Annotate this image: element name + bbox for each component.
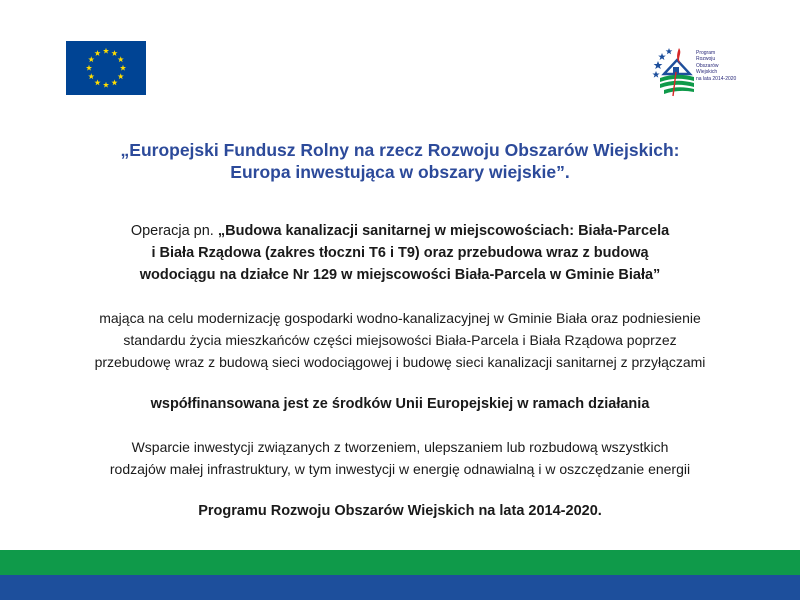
support-line-1: Wsparcie inwestycji związanych z tworzeniem, ulepszaniem lub rozbudową wszystkich xyxy=(131,439,669,455)
eu-star-icon xyxy=(86,65,92,71)
field-stripe-icon xyxy=(660,81,694,88)
star-icon xyxy=(652,71,659,78)
support-measure xyxy=(40,436,760,480)
operation-title xyxy=(40,220,760,286)
star-icon xyxy=(654,61,663,69)
operation-prefix: Operacja pn. xyxy=(130,223,218,239)
headline-line-1: „Europejski Fundusz Rolny na rzecz Rozwoju Obszarów Wiejskich: xyxy=(120,140,680,160)
support-line-2: rodzajów małej infrastruktury, w tym inwestycji w energię odnawialną i w oszczędzanie energii xyxy=(109,461,691,477)
star-icon xyxy=(666,48,673,54)
fund-headline xyxy=(0,139,800,183)
operation-line-3: wodociągu na działce Nr 129 w miejscowości Biała-Parcela w Gminie Biała” xyxy=(139,267,661,283)
headline-line-2: Europa inwestująca w obszary wiejskie”. xyxy=(230,162,570,182)
operation-line-1 xyxy=(40,220,760,242)
eu-star-icon xyxy=(94,80,100,86)
purpose-line-3: przebudowę wraz z budową sieci wodociągowej i budowę sieci kanalizacji sanitarnej z przyłączami xyxy=(94,354,706,370)
operation-name-start: „Budowa kanalizacji sanitarnej w miejscowościach: Biała-Parcela xyxy=(217,223,670,239)
prow-text-line: Obszarów xyxy=(696,62,719,69)
green-footer-band xyxy=(0,550,800,575)
field-stripe-icon xyxy=(664,87,694,94)
cofinancing-statement: współfinansowana jest ze środków Unii Europejskiej w ramach działania xyxy=(150,396,650,412)
prow-text-line: na lata 2014-2020 xyxy=(696,75,737,82)
purpose-line-2: standardu życia mieszkańców części miejsowości Biała-Parcela i Biała Rządowa poprzez xyxy=(123,332,677,348)
prow-text-line: Wiejskich xyxy=(696,69,718,76)
purpose-line-1: mająca na celu modernizację gospodarki wodno-kanalizacyjnej w Gminie Biała oraz podniesienie xyxy=(99,310,701,326)
programme-name: Programu Rozwoju Obszarów Wiejskich na lata 2014-2020. xyxy=(198,503,602,519)
eu-star-icon xyxy=(120,65,126,71)
prow-text-line: Rozwoju xyxy=(696,56,716,63)
eu-star-icon xyxy=(88,56,94,62)
eu-star-icon xyxy=(118,56,124,62)
prow-2014-2020-logo-icon xyxy=(652,44,742,100)
operation-purpose xyxy=(40,307,760,373)
blue-footer-band xyxy=(0,575,800,600)
eu-stars-ring xyxy=(66,41,146,95)
eu-star-icon xyxy=(88,73,94,79)
star-icon xyxy=(658,53,666,60)
operation-line-2: i Biała Rządowa (zakres tłoczni T6 i T9) oraz przebudowa wraz z budową xyxy=(151,245,649,261)
prow-logo-text xyxy=(696,50,736,82)
eu-star-icon xyxy=(94,50,100,56)
eu-star-icon xyxy=(111,50,117,56)
eu-star-icon xyxy=(103,48,109,54)
eu-flag-icon xyxy=(66,41,146,95)
prow-text-line: Program xyxy=(696,50,716,56)
eu-star-icon xyxy=(111,80,117,86)
eu-star-icon xyxy=(103,82,109,88)
prow-emblem-icon xyxy=(652,44,696,100)
eu-star-icon xyxy=(118,73,124,79)
